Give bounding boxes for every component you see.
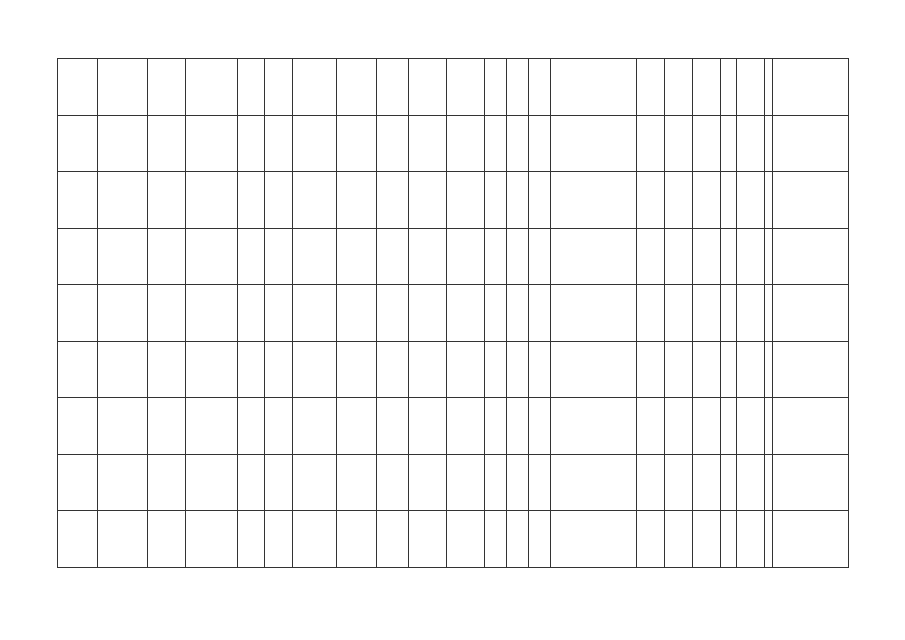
table-cell — [693, 59, 721, 116]
table-row — [58, 454, 849, 511]
table-cell — [377, 454, 409, 511]
table-cell — [485, 115, 507, 172]
table-cell — [447, 228, 485, 285]
table-cell — [721, 285, 737, 342]
table-cell — [693, 398, 721, 455]
table-cell — [409, 454, 447, 511]
table-cell — [58, 341, 98, 398]
table-cell — [637, 285, 665, 342]
table-cell — [265, 454, 293, 511]
table-cell — [485, 511, 507, 568]
table-cell — [721, 115, 737, 172]
table-cell — [765, 172, 773, 229]
table-cell — [721, 172, 737, 229]
table-row — [58, 172, 849, 229]
table-cell — [447, 115, 485, 172]
table-cell — [265, 172, 293, 229]
table-cell — [773, 115, 849, 172]
table-cell — [409, 398, 447, 455]
table-cell — [737, 115, 765, 172]
table-cell — [693, 511, 721, 568]
table-row — [58, 115, 849, 172]
table-cell — [721, 59, 737, 116]
table-cell — [409, 511, 447, 568]
table-cell — [58, 285, 98, 342]
table-cell — [186, 454, 238, 511]
table-cell — [773, 398, 849, 455]
table-cell — [98, 59, 148, 116]
table-cell — [409, 228, 447, 285]
table-cell — [265, 398, 293, 455]
table-cell — [148, 228, 186, 285]
table-cell — [485, 285, 507, 342]
table-cell — [58, 59, 98, 116]
table-cell — [98, 228, 148, 285]
table-cell — [293, 228, 337, 285]
table-row — [58, 285, 849, 342]
table-cell — [773, 59, 849, 116]
table-cell — [529, 172, 551, 229]
table-cell — [551, 59, 637, 116]
table-cell — [58, 511, 98, 568]
table-cell — [238, 115, 265, 172]
table-cell — [186, 115, 238, 172]
table-cell — [58, 398, 98, 455]
table-cell — [765, 285, 773, 342]
table-cell — [337, 59, 377, 116]
table-row — [58, 511, 849, 568]
table-cell — [551, 454, 637, 511]
table-cell — [721, 341, 737, 398]
table-cell — [377, 341, 409, 398]
table-cell — [148, 285, 186, 342]
table-cell — [98, 341, 148, 398]
table-cell — [265, 115, 293, 172]
table-cell — [551, 172, 637, 229]
table-cell — [637, 341, 665, 398]
table-cell — [637, 511, 665, 568]
table-cell — [238, 398, 265, 455]
table-cell — [186, 59, 238, 116]
table-cell — [737, 59, 765, 116]
table-cell — [293, 341, 337, 398]
table-cell — [693, 285, 721, 342]
table-cell — [293, 454, 337, 511]
table-cell — [529, 341, 551, 398]
table-cell — [409, 285, 447, 342]
table-row — [58, 398, 849, 455]
table-cell — [265, 228, 293, 285]
table-cell — [765, 341, 773, 398]
table-cell — [58, 172, 98, 229]
table-cell — [765, 398, 773, 455]
table-cell — [507, 398, 529, 455]
table-cell — [485, 341, 507, 398]
table-cell — [665, 398, 693, 455]
table-cell — [721, 398, 737, 455]
table-cell — [693, 172, 721, 229]
table-cell — [529, 454, 551, 511]
table-cell — [186, 172, 238, 229]
registry-table — [57, 58, 849, 568]
table-cell — [148, 454, 186, 511]
table-cell — [409, 115, 447, 172]
table-cell — [765, 454, 773, 511]
table-cell — [551, 341, 637, 398]
document-table — [57, 58, 848, 568]
table-cell — [665, 115, 693, 172]
table-cell — [265, 59, 293, 116]
table-cell — [507, 172, 529, 229]
table-cell — [377, 115, 409, 172]
table-cell — [551, 115, 637, 172]
table-cell — [238, 59, 265, 116]
table-cell — [148, 398, 186, 455]
table-cell — [238, 341, 265, 398]
table-cell — [293, 285, 337, 342]
table-cell — [529, 285, 551, 342]
table-cell — [447, 398, 485, 455]
table-cell — [409, 59, 447, 116]
table-cell — [637, 59, 665, 116]
table-cell — [507, 341, 529, 398]
table-cell — [665, 228, 693, 285]
table-cell — [409, 172, 447, 229]
table-cell — [186, 285, 238, 342]
table-cell — [148, 172, 186, 229]
table-cell — [551, 228, 637, 285]
table-cell — [529, 59, 551, 116]
table-cell — [447, 59, 485, 116]
table-row — [58, 59, 849, 116]
table-cell — [665, 172, 693, 229]
table-cell — [98, 454, 148, 511]
table-cell — [773, 228, 849, 285]
table-cell — [148, 511, 186, 568]
table-cell — [551, 285, 637, 342]
table-cell — [737, 398, 765, 455]
table-cell — [337, 511, 377, 568]
table-cell — [186, 511, 238, 568]
table-cell — [409, 341, 447, 398]
table-cell — [337, 115, 377, 172]
table-cell — [337, 172, 377, 229]
table-cell — [238, 228, 265, 285]
table-cell — [693, 228, 721, 285]
table-cell — [737, 511, 765, 568]
table-row — [58, 341, 849, 398]
table-cell — [148, 59, 186, 116]
table-cell — [293, 511, 337, 568]
table-cell — [693, 341, 721, 398]
table-cell — [485, 398, 507, 455]
table-cell — [485, 59, 507, 116]
table-cell — [447, 454, 485, 511]
table-cell — [737, 172, 765, 229]
table-cell — [773, 172, 849, 229]
table-cell — [447, 511, 485, 568]
table-cell — [485, 454, 507, 511]
table-cell — [485, 172, 507, 229]
table-cell — [293, 59, 337, 116]
table-cell — [737, 228, 765, 285]
table-cell — [773, 285, 849, 342]
table-cell — [529, 398, 551, 455]
table-cell — [693, 115, 721, 172]
table-cell — [665, 59, 693, 116]
table-cell — [148, 115, 186, 172]
table-cell — [637, 398, 665, 455]
table-cell — [637, 115, 665, 172]
table-cell — [337, 341, 377, 398]
table-cell — [238, 172, 265, 229]
table-cell — [507, 285, 529, 342]
table-cell — [765, 511, 773, 568]
table-cell — [186, 228, 238, 285]
table-cell — [507, 228, 529, 285]
table-cell — [186, 398, 238, 455]
table-cell — [293, 172, 337, 229]
table-cell — [665, 341, 693, 398]
table-cell — [58, 115, 98, 172]
table-cell — [737, 454, 765, 511]
table-cell — [721, 454, 737, 511]
table-cell — [447, 341, 485, 398]
table-cell — [148, 341, 186, 398]
table-cell — [337, 285, 377, 342]
table-cell — [737, 341, 765, 398]
table-cell — [721, 511, 737, 568]
table-cell — [765, 228, 773, 285]
table-cell — [507, 511, 529, 568]
table-cell — [238, 454, 265, 511]
table-cell — [98, 285, 148, 342]
table-cell — [377, 511, 409, 568]
table-cell — [773, 511, 849, 568]
table-cell — [765, 115, 773, 172]
table-cell — [377, 228, 409, 285]
table-cell — [58, 228, 98, 285]
table-cell — [485, 228, 507, 285]
table-cell — [98, 511, 148, 568]
table-cell — [98, 115, 148, 172]
table-cell — [293, 398, 337, 455]
table-cell — [337, 398, 377, 455]
table-cell — [447, 285, 485, 342]
table-cell — [529, 115, 551, 172]
table-cell — [551, 511, 637, 568]
table-cell — [337, 228, 377, 285]
table-cell — [551, 398, 637, 455]
table-cell — [265, 285, 293, 342]
table-cell — [637, 454, 665, 511]
table-cell — [507, 59, 529, 116]
table-cell — [377, 398, 409, 455]
table-cell — [377, 59, 409, 116]
table-cell — [765, 59, 773, 116]
table-cell — [507, 454, 529, 511]
table-cell — [665, 511, 693, 568]
table-cell — [98, 172, 148, 229]
table-cell — [377, 172, 409, 229]
table-cell — [238, 285, 265, 342]
table-cell — [293, 115, 337, 172]
table-cell — [238, 511, 265, 568]
table-cell — [98, 398, 148, 455]
table-cell — [337, 454, 377, 511]
table-cell — [637, 228, 665, 285]
table-cell — [186, 341, 238, 398]
table-cell — [665, 454, 693, 511]
table-cell — [665, 285, 693, 342]
table-cell — [529, 511, 551, 568]
table-cell — [58, 454, 98, 511]
table-cell — [773, 341, 849, 398]
table-cell — [265, 511, 293, 568]
table-cell — [721, 228, 737, 285]
table-cell — [265, 341, 293, 398]
table-cell — [507, 115, 529, 172]
table-cell — [377, 285, 409, 342]
table-row — [58, 228, 849, 285]
table-cell — [737, 285, 765, 342]
table-cell — [447, 172, 485, 229]
table-cell — [637, 172, 665, 229]
table-cell — [693, 454, 721, 511]
table-cell — [529, 228, 551, 285]
table-cell — [773, 454, 849, 511]
